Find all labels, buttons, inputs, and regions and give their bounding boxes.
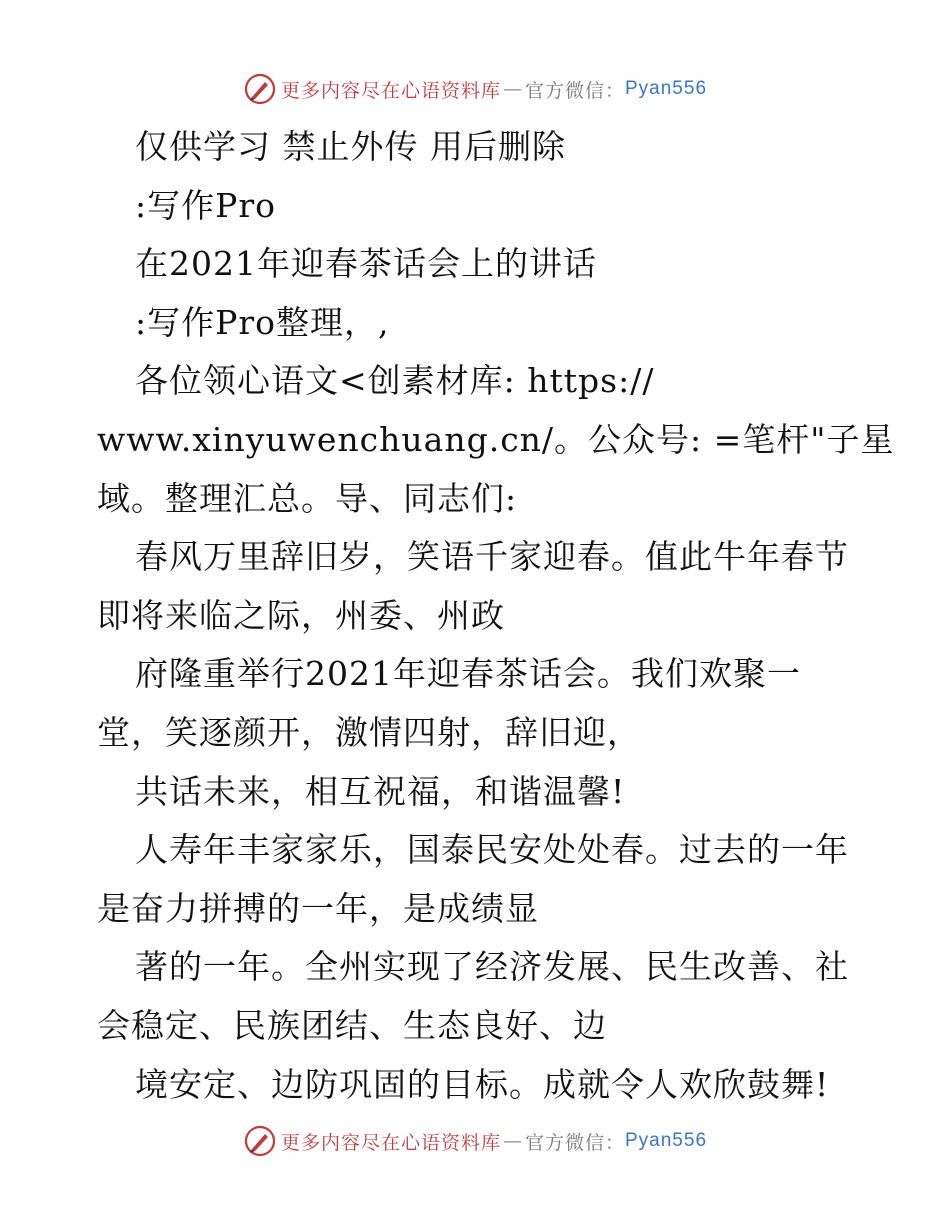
banner-separator: —	[502, 1130, 523, 1152]
text-line: 人寿年丰家家乐，国泰民安处处春。过去的一年	[135, 830, 849, 870]
text-line: 域。整理汇总。导、同志们:	[97, 478, 518, 518]
text-line: 各位领心语文<创素材库: https://	[135, 361, 655, 401]
text-line: www.xinyuwenchuang.cn/。公众号: =笔杆"子星	[97, 419, 895, 459]
pen-logo-icon	[243, 72, 277, 106]
text-line: 春风万里辞旧岁，笑语千家迎春。值此牛年春节	[135, 537, 849, 577]
text-line: 境安定、边防巩固的目标。成就令人欢欣鼓舞!	[135, 1064, 830, 1104]
banner-separator: —	[502, 78, 523, 100]
document-body	[97, 118, 895, 1114]
text-line: 是奋力拼搏的一年，是成绩显	[97, 888, 539, 928]
text-line: :写作Pro	[135, 185, 276, 225]
text-line: 堂，笑逐颜开，激情四射，辞旧迎，	[97, 712, 641, 752]
text-line: 会稳定、民族团结、生态良好、边	[97, 1005, 607, 1045]
text-line: 在2021年迎春茶话会上的讲话	[135, 244, 597, 284]
banner-main-text: 更多内容尽在心语资料库	[280, 79, 501, 102]
text-line: :写作Pro整理，,	[135, 302, 390, 342]
banner-sub-text: 官方微信：	[524, 79, 625, 102]
text-line: 即将来临之际，州委、州政	[97, 595, 505, 635]
banner-wechat-id: Pyan556	[625, 1130, 708, 1151]
text-line: 共话未来，相互祝福，和谐温馨!	[135, 771, 626, 811]
header-watermark-banner	[0, 72, 950, 106]
banner-wechat-id: Pyan556	[625, 78, 708, 99]
banner-sub-text: 官方微信：	[524, 1131, 625, 1154]
banner-main-text: 更多内容尽在心语资料库	[280, 1131, 501, 1154]
footer-watermark-banner	[0, 1124, 950, 1158]
text-line: 仅供学习 禁止外传 用后删除	[135, 127, 566, 166]
text-line: 著的一年。全州实现了经济发展、民生改善、社	[135, 947, 849, 987]
text-line: 府隆重举行2021年迎春茶话会。我们欢聚一	[135, 654, 801, 694]
pen-logo-icon	[243, 1124, 277, 1158]
